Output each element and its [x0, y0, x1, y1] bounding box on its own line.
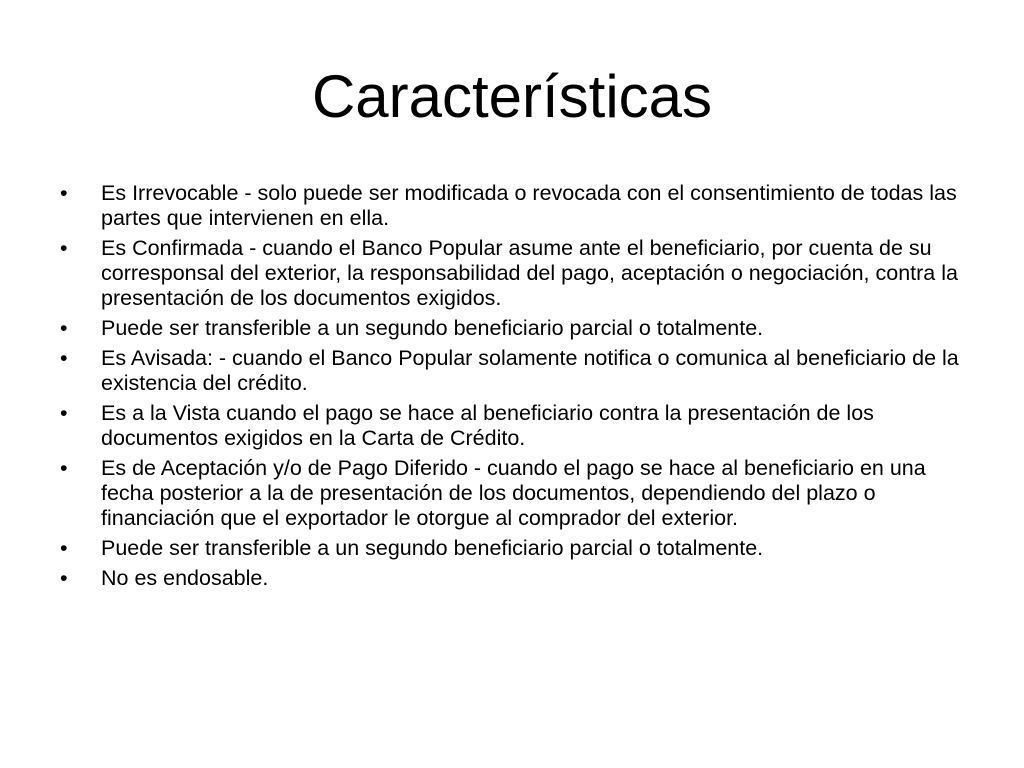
- bullet-icon: •: [60, 566, 68, 590]
- bullet-text: Es Irrevocable - solo puede ser modificada o revocada con el consentimiento de todas las partes que intervienen en ella.: [101, 181, 957, 230]
- bullet-icon: •: [60, 401, 68, 425]
- bullet-item: [60, 401, 970, 451]
- bullet-text: Es Confirmada - cuando el Banco Popular asume ante el beneficiario, por cuenta de su corresponsal del exterior, la responsabilidad del pago, aceptación o negociación, contra la presentación de los documentos exigidos.: [101, 236, 958, 310]
- bullet-icon: •: [60, 346, 68, 370]
- bullet-item: [60, 456, 970, 531]
- bullet-icon: •: [60, 316, 68, 340]
- bullet-icon: •: [60, 456, 68, 480]
- bullet-item: [60, 566, 970, 591]
- bullet-item: [60, 236, 970, 311]
- bullet-item: [60, 346, 970, 396]
- bullet-item: [60, 316, 970, 341]
- bullet-text: No es endosable.: [101, 566, 269, 590]
- bullet-text: Puede ser transferible a un segundo beneficiario parcial o totalmente.: [101, 536, 764, 560]
- bullet-list: [60, 181, 970, 596]
- slide-title: Características: [311, 63, 713, 130]
- bullet-item: [60, 536, 970, 561]
- bullet-item: [60, 181, 970, 231]
- bullet-text: Es de Aceptación y/o de Pago Diferido - cuando el pago se hace al beneficiario en una fecha posterior a la de presentación de los documentos, dependiendo del plazo o financiación que el exportador le otorgue al comprador del exterior.: [101, 456, 926, 530]
- bullet-icon: •: [60, 236, 68, 260]
- bullet-text: Puede ser transferible a un segundo beneficiario parcial o totalmente.: [101, 316, 764, 340]
- bullet-text: Es Avisada: - cuando el Banco Popular solamente notifica o comunica al beneficiario de la existencia del crédito.: [101, 346, 959, 395]
- bullet-text: Es a la Vista cuando el pago se hace al beneficiario contra la presentación de los documentos exigidos en la Carta de Crédito.: [101, 401, 874, 450]
- bullet-icon: •: [60, 181, 68, 205]
- bullet-icon: •: [60, 536, 68, 560]
